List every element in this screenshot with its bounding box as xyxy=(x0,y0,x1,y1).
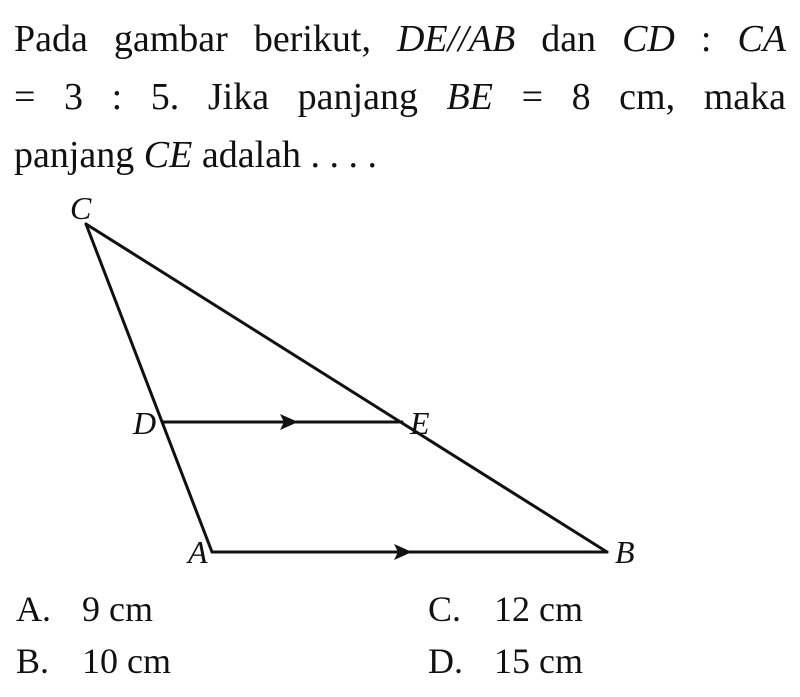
option-text: 12 cm xyxy=(494,589,583,629)
segment-cb xyxy=(86,224,607,552)
option-a[interactable] xyxy=(16,589,153,629)
option-c[interactable] xyxy=(428,589,583,629)
math-segment-ca: CA xyxy=(737,18,787,60)
ratio-colon: : xyxy=(674,18,738,60)
option-letter: D. xyxy=(428,641,463,681)
vertex-label-e: E xyxy=(410,405,430,441)
option-text: 15 cm xyxy=(494,641,583,681)
option-d[interactable] xyxy=(428,641,583,681)
question-fragment: = 3 : 5. Jika panjang xyxy=(14,76,447,118)
question-fragment: = 8 cm, maka xyxy=(492,76,786,118)
vertex-label-d: D xyxy=(133,405,157,441)
vertex-label-c: C xyxy=(70,190,92,226)
math-segment-cd: CD xyxy=(622,18,675,60)
question-fragment: Pada gambar berikut, xyxy=(14,18,397,60)
math-segment-be: BE xyxy=(446,76,493,118)
question-fragment: adalah . . . . xyxy=(192,134,378,176)
option-letter: C. xyxy=(428,589,462,629)
math-segment-ce: CE xyxy=(143,134,193,176)
option-text: 9 cm xyxy=(82,589,153,629)
vertex-label-a: A xyxy=(188,534,208,570)
option-b[interactable] xyxy=(16,641,171,681)
parallel-symbol: // xyxy=(447,18,469,60)
segment-ca xyxy=(86,224,212,552)
option-letter: A. xyxy=(16,589,51,629)
math-segment-de: DE xyxy=(396,18,448,60)
vertex-label-b: B xyxy=(615,534,635,570)
option-letter: B. xyxy=(16,641,50,681)
math-segment-ab: AB xyxy=(468,18,516,60)
question-fragment: dan xyxy=(515,18,623,60)
question-fragment: panjang xyxy=(14,134,144,176)
option-text: 10 cm xyxy=(82,641,171,681)
